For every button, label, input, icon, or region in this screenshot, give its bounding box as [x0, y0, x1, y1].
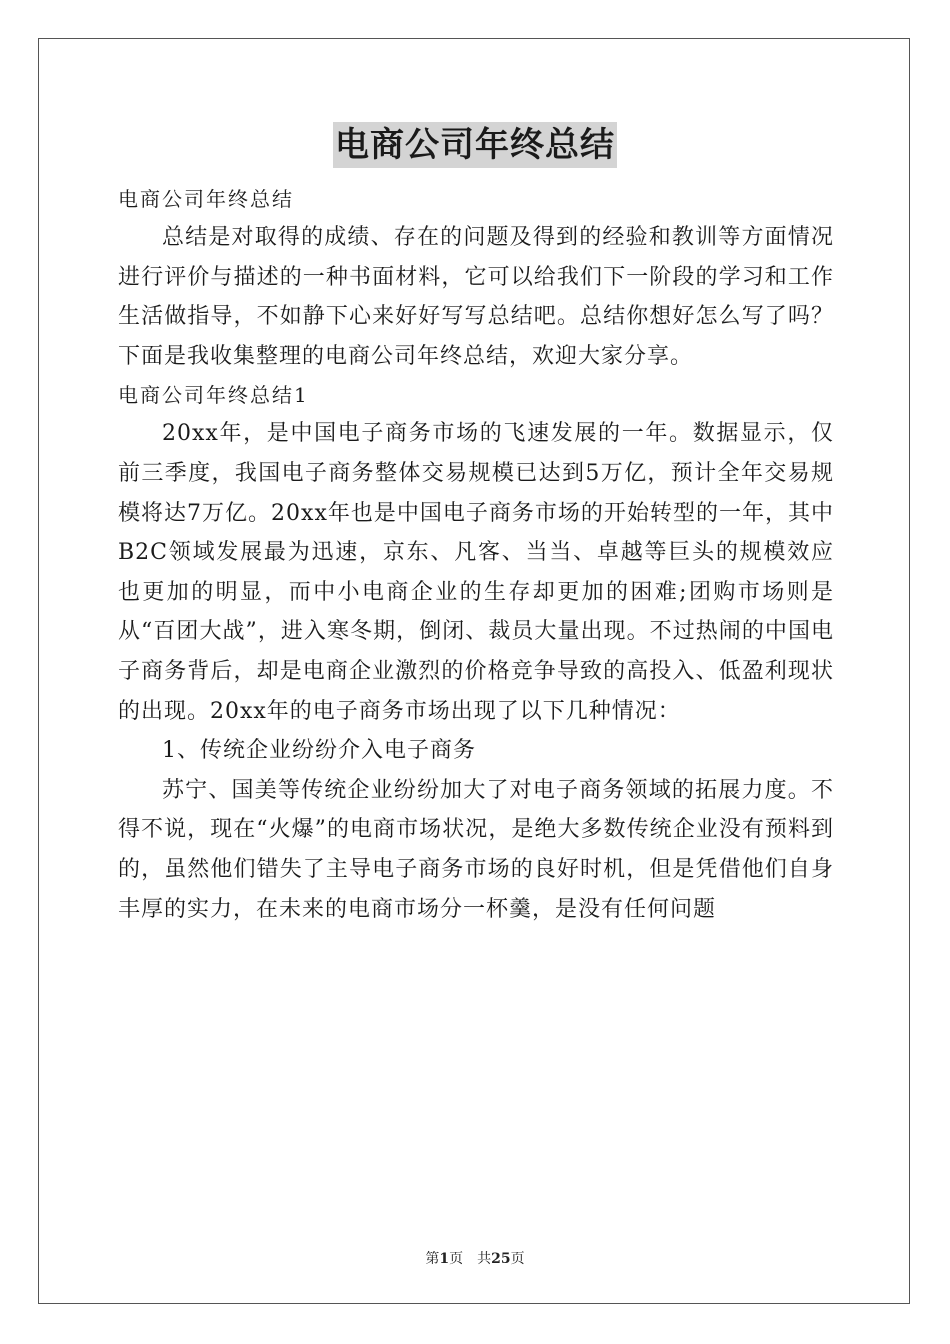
- body-paragraph-1: 20xx年，是中国电子商务市场的飞速发展的一年。数据显示，仅前三季度，我国电子商务整体交易规模已达到5万亿，预计全年交易规模将达7万亿。20xx年也是中国电子商务市场的开始转型的一年，其中B2C领域发展最为迅速，京东、凡客、当当、卓越等巨头的规模效应也更加的明显，而中小电商企业的生存却更加的困难;团购市场则是从“百团大战”，进入寒冬期，倒闭、裁员大量出现。不过热闹的中国电子商务背后，却是电商企业激烈的价格竞争导致的高投入、低盈利现状的出现。20xx年的电子商务市场出现了以下几种情况：: [118, 421, 834, 724]
- footer-page-number: 1: [439, 1251, 450, 1267]
- title-area: [0, 122, 950, 168]
- footer-page-mid: 页 共: [449, 1251, 492, 1267]
- intro-paragraph: 总结是对取得的成绩、存在的问题及得到的经验和教训等方面情况进行评价与描述的一种书面材料，它可以给我们下一阶段的学习和工作生活做指导，不如静下心来好好写写总结吧。总结你想好怎么写了吗？下面是我收集整理的电商公司年终总结，欢迎大家分享。: [118, 225, 834, 369]
- document-subtitle: 电商公司年终总结: [118, 187, 294, 211]
- footer-page-prefix: 第: [425, 1251, 440, 1267]
- document-title: 电商公司年终总结: [333, 122, 617, 168]
- footer-page-suffix: 页: [510, 1251, 525, 1267]
- document-body: [118, 180, 834, 929]
- footer-page-total: 25: [491, 1251, 511, 1267]
- body-paragraph-2: 苏宁、国美等传统企业纷纷加大了对电子商务领域的拓展力度。不得不说，现在“火爆”的电商市场状况，是绝大多数传统企业没有预料到的，虽然他们错失了主导电子商务市场的良好时机，但是凭借他们自身丰厚的实力，在未来的电商市场分一杯羹，是没有任何问题: [118, 777, 834, 922]
- list-item-1: 1、传统企业纷纷介入电子商务: [162, 738, 476, 764]
- page-footer: [0, 1248, 950, 1268]
- section-heading: 电商公司年终总结1: [118, 383, 309, 408]
